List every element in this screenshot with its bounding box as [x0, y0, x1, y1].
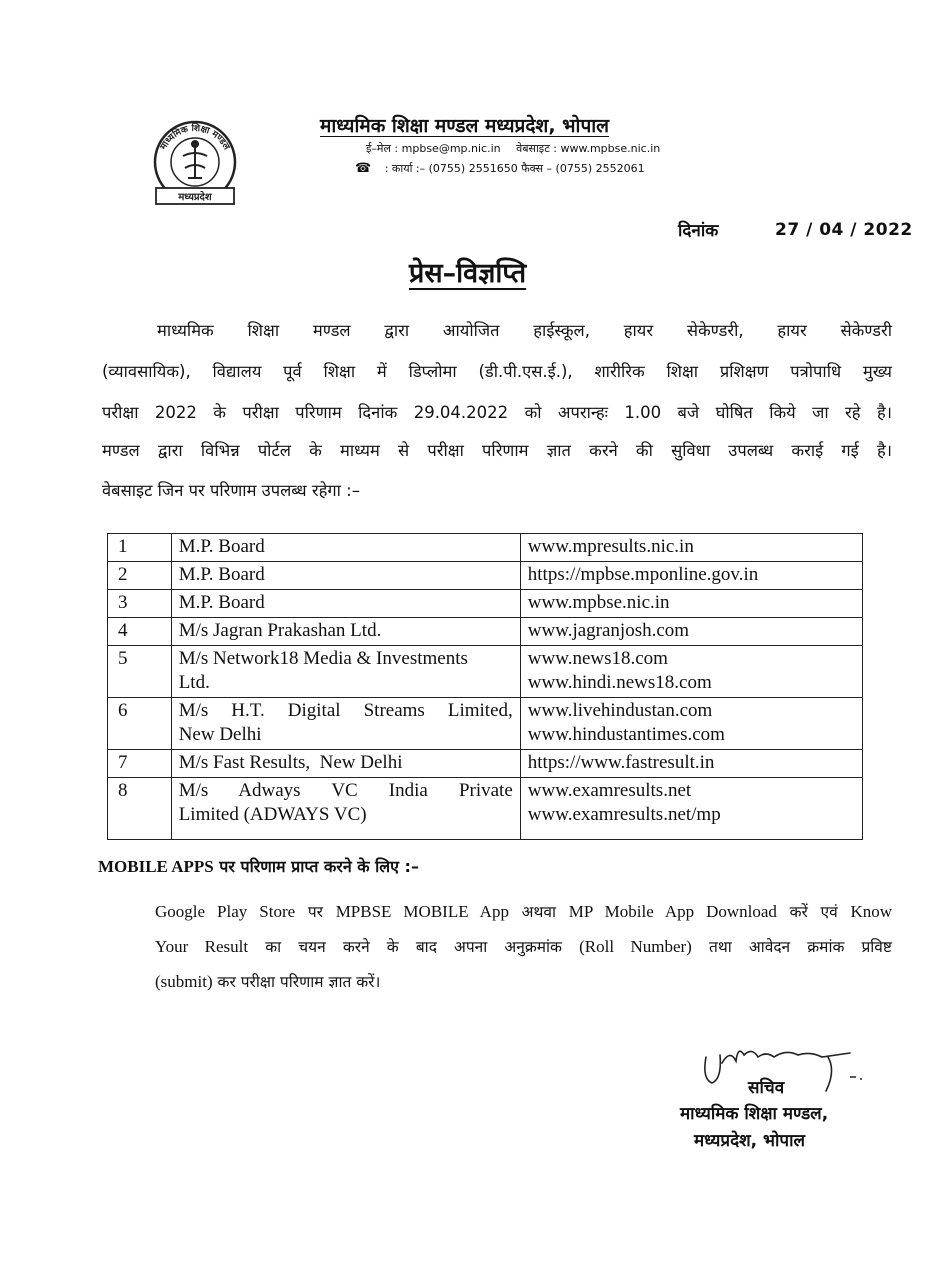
press-release-title: प्रेस–विज्ञप्ति	[409, 258, 527, 289]
provider-name: M/s Jagran Prakashan Ltd.	[171, 618, 520, 646]
paragraph-line-4: मण्डल द्वारा विभिन्न पोर्टल के माध्यम से परीक्षा परिणाम ज्ञात करने की सुविधा उपलब्ध कराई गई है।	[102, 441, 892, 460]
text-segment: (submit)	[155, 972, 213, 991]
row-number: 2	[108, 562, 172, 590]
website-link: www.mpresults.nic.in	[520, 534, 862, 562]
provider-name: M/s Fast Results, New Delhi	[171, 750, 520, 778]
website-link: www.hindustantimes.com	[527, 724, 725, 745]
provider-name-line: M/s Adways VC India Private	[178, 780, 513, 801]
seal-text-top: माध्यमिक शिक्षा मण्डल	[158, 123, 232, 152]
website-link: www.examresults.net/mp	[527, 804, 721, 825]
provider-name-line: M/s Network18 Media & Investments	[178, 648, 468, 669]
table-row	[108, 618, 863, 646]
email-address: mpbse@mp.nic.in	[401, 142, 501, 155]
website-link: www.examresults.net	[527, 780, 692, 801]
phone-line	[355, 161, 645, 176]
telephone-icon: ☎	[355, 161, 372, 176]
text-segment: पर	[307, 903, 323, 921]
website-link: www.hindi.news18.com	[527, 672, 712, 693]
website-link: www.news18.com	[527, 648, 668, 669]
row-number: 6	[108, 698, 172, 750]
mobile-apps-heading-en: MOBILE APPS	[98, 857, 214, 876]
signatory-org-line-2: मध्यप्रदेश, भोपाल	[694, 1131, 805, 1151]
seal-text-bottom: मध्यप्रदेश	[178, 192, 212, 203]
row-number: 1	[108, 534, 172, 562]
date-value: 27 / 04 / 2022	[775, 220, 913, 240]
website-links	[520, 646, 862, 698]
table-row	[108, 750, 863, 778]
provider-name	[171, 646, 520, 698]
provider-name-line: Limited (ADWAYS VC)	[178, 804, 367, 825]
paragraph-line-5: वेबसाइट जिन पर परिणाम उपलब्ध रहेगा :–	[102, 481, 360, 500]
provider-name	[171, 698, 520, 750]
signatory-title: सचिव	[748, 1078, 785, 1098]
text-segment: MP Mobile App Download	[568, 902, 777, 921]
row-number: 4	[108, 618, 172, 646]
table-row	[108, 534, 863, 562]
website-link: www.mpbse.nic.in	[520, 590, 862, 618]
text-segment: अथवा	[521, 903, 557, 921]
table-row	[108, 590, 863, 618]
row-number: 3	[108, 590, 172, 618]
table-row	[108, 562, 863, 590]
website-link: https://mpbse.mponline.gov.in	[520, 562, 862, 590]
mobile-apps-heading	[98, 855, 419, 877]
paragraph-line-1: माध्यमिक शिक्षा मण्डल द्वारा आयोजित हाईस्कूल, हायर सेकेण्डरी, हायर सेकेण्डरी	[157, 321, 892, 340]
contact-line	[366, 141, 660, 156]
text-segment: का चयन करने के बाद अपना अनुक्रमांक	[265, 938, 562, 956]
website-link: https://www.fastresult.in	[520, 750, 862, 778]
phone-fax-numbers: : कार्या :– (0755) 2551650 फैक्स – (0755) 2552061	[384, 162, 645, 175]
signatory-org-line-1: माध्यमिक शिक्षा मण्डल,	[680, 1104, 829, 1124]
table-row	[108, 778, 863, 840]
website-link: www.jagranjosh.com	[520, 618, 862, 646]
provider-name-line: New Delhi	[178, 724, 262, 745]
mobile-apps-heading-hi: पर परिणाम प्राप्त करने के लिए :–	[219, 857, 419, 876]
org-name: माध्यमिक शिक्षा मण्डल मध्यप्रदेश, भोपाल	[320, 115, 610, 137]
board-seal-logo	[150, 116, 240, 208]
date-label: दिनांक	[678, 221, 719, 241]
provider-name-line: M/s H.T. Digital Streams Limited,	[178, 700, 513, 721]
website-links	[520, 698, 862, 750]
paragraph-line-3: परीक्षा 2022 के परीक्षा परिणाम दिनांक 29.04.2022 को अपरान्हः 1.00 बजे घोषित किये जा रहे है।	[102, 403, 892, 422]
text-segment: Your Result	[155, 937, 249, 956]
provider-name: M.P. Board	[171, 534, 520, 562]
provider-name: M.P. Board	[171, 562, 520, 590]
row-number: 5	[108, 646, 172, 698]
results-websites-table	[107, 533, 863, 840]
provider-name: M.P. Board	[171, 590, 520, 618]
text-segment: (Roll Number)	[579, 937, 692, 956]
mobile-apps-line-3	[155, 970, 892, 992]
text-segment: करें एवं	[789, 903, 838, 921]
website-link: www.livehindustan.com	[527, 700, 713, 721]
provider-name-line: Ltd.	[178, 672, 210, 693]
website-links	[520, 778, 862, 840]
paragraph-line-2: (व्यावसायिक), विद्यालय पूर्व शिक्षा में डिप्लोमा (डी.पी.एस.ई.), शारीरिक शिक्षा प्रशिक्षण पत्रोपाधि मुख्य	[102, 362, 892, 381]
email-label: ई–मेल :	[366, 142, 399, 155]
text-segment: तथा आवेदन क्रमांक प्रविष्ट	[708, 938, 892, 956]
handwritten-signature	[700, 1035, 870, 1095]
provider-name	[171, 778, 520, 840]
row-number: 7	[108, 750, 172, 778]
text-segment: कर परीक्षा परिणाम ज्ञात करें।	[217, 973, 381, 991]
mobile-apps-line-2	[155, 935, 892, 957]
table-row	[108, 646, 863, 698]
row-number: 8	[108, 778, 172, 840]
text-segment: Google Play Store	[155, 902, 296, 921]
table-row	[108, 698, 863, 750]
mobile-apps-line-1	[155, 900, 892, 922]
text-segment: Know	[850, 902, 892, 921]
website-address: www.mpbse.nic.in	[560, 142, 661, 155]
text-segment: MPBSE MOBILE App	[335, 902, 509, 921]
website-label: वेबसाइट :	[516, 142, 557, 155]
